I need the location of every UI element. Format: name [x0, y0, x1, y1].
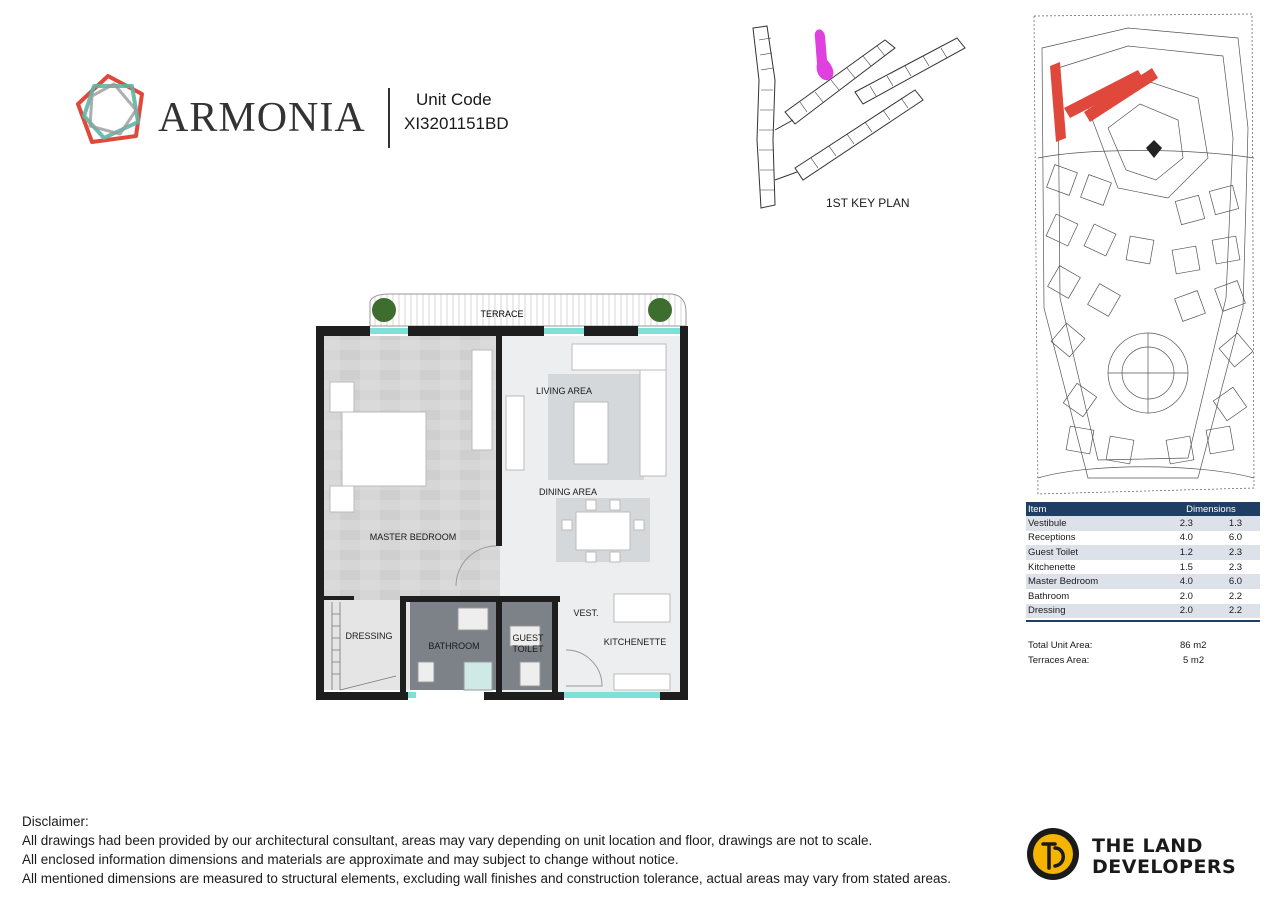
floor-plan-drawing — [300, 290, 700, 705]
room-guest-toilet-line2: TOILET — [512, 644, 544, 654]
room-kitchenette: KITCHENETTE — [603, 637, 667, 647]
row-length: 1.3 — [1211, 516, 1260, 531]
room-living-area: LIVING AREA — [535, 386, 593, 396]
the-land-developers-logo-icon — [1025, 826, 1081, 882]
disclaimer-line: All drawings had been provided by our architectural consultant, areas may vary depending on unit location and floor, drawings are not to scale. — [22, 833, 873, 848]
disclaimer-title: Disclaimer: — [22, 814, 89, 829]
table-row — [1026, 531, 1260, 546]
disclaimer-line: All mentioned dimensions are measured to structural elements, excluding wall finishes and construction tolerance, actual areas may vary from stated areas. — [22, 871, 951, 886]
table-header-dimensions: Dimensions — [1162, 502, 1260, 516]
row-item: Vestibule — [1026, 516, 1162, 531]
table-row — [1026, 545, 1260, 560]
row-item: Dressing — [1026, 604, 1162, 619]
row-length: 2.3 — [1211, 545, 1260, 560]
room-terrace: TERRACE — [480, 309, 524, 319]
row-width: 1.2 — [1162, 545, 1211, 560]
unit-code-value: XI3201151BD — [404, 114, 509, 133]
row-width: 4.0 — [1162, 574, 1211, 589]
row-length: 2.2 — [1211, 604, 1260, 619]
table-row — [1026, 574, 1260, 589]
header-divider — [388, 88, 390, 148]
table-bottom-rule — [1026, 620, 1260, 622]
row-length: 6.0 — [1228, 532, 1243, 544]
dimensions-table — [1026, 502, 1260, 618]
total-area-label: Total Unit Area: — [1028, 640, 1093, 651]
table-row — [1026, 604, 1260, 619]
terrace-area-label: Terraces Area: — [1028, 655, 1090, 666]
row-width: 2.0 — [1162, 604, 1211, 619]
unit-code-label: Unit Code — [416, 90, 492, 109]
row-width: 1.5 — [1179, 561, 1193, 573]
developer-name-line1: THE LAND — [1092, 835, 1203, 857]
key-plan-label: 1ST KEY PLAN — [826, 196, 910, 210]
room-master-bedroom: MASTER BEDROOM — [369, 532, 457, 542]
room-vestibule: VEST. — [573, 608, 599, 618]
row-item: Kitchenette — [1028, 561, 1076, 573]
table-header-item: Item — [1026, 502, 1162, 516]
row-width: 4.0 — [1179, 532, 1193, 544]
table-row — [1026, 589, 1260, 604]
master-plan-drawing — [1028, 8, 1260, 498]
disclaimer-line: All enclosed information dimensions and materials are approximate and may subject to change without notice. — [22, 852, 679, 867]
room-dining-area: DINING AREA — [538, 487, 598, 497]
row-length: 2.3 — [1228, 561, 1243, 573]
row-item: Receptions — [1028, 532, 1076, 544]
row-width: 2.0 — [1179, 590, 1193, 602]
row-item: Bathroom — [1028, 590, 1070, 602]
developer-name — [1092, 836, 1236, 878]
row-length: 6.0 — [1211, 574, 1260, 589]
brand-name: ARMONIA — [158, 95, 366, 141]
armonia-logo-icon — [74, 72, 148, 146]
row-length: 2.2 — [1228, 590, 1243, 602]
row-item: Guest Toilet — [1026, 545, 1162, 560]
terrace-area-value: 5 m2 — [1183, 655, 1205, 666]
total-area-value: 86 m2 — [1180, 640, 1207, 651]
disclaimer — [22, 812, 1012, 888]
table-row — [1026, 560, 1260, 575]
room-bathroom: BATHROOM — [428, 641, 480, 651]
room-dressing: DRESSING — [345, 631, 393, 641]
room-guest-toilet-line1: GUEST — [512, 633, 544, 643]
row-width: 2.3 — [1162, 516, 1211, 531]
developer-name-line2: DEVELOPERS — [1092, 856, 1237, 878]
row-item: Master Bedroom — [1026, 574, 1162, 589]
key-plan-drawing — [745, 20, 970, 215]
table-row — [1026, 516, 1260, 531]
